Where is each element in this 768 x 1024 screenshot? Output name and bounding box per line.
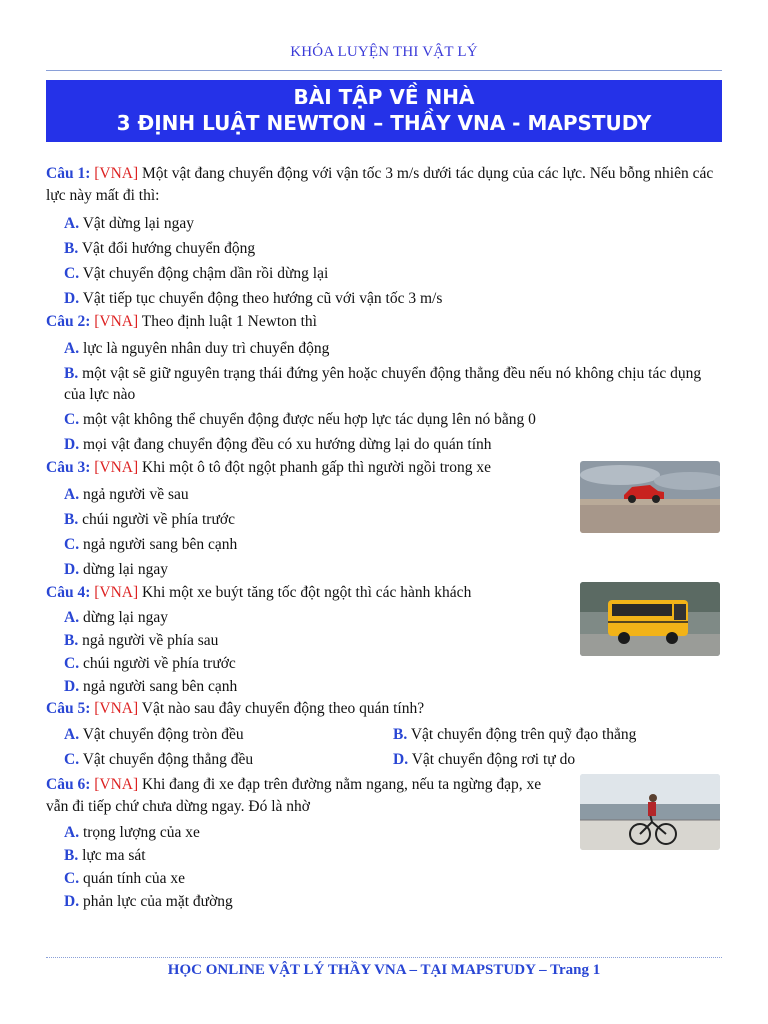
header-divider (46, 70, 722, 71)
option-b: B. ngả người về phía sau (64, 632, 219, 649)
footer-divider (46, 957, 722, 958)
question-text: Theo định luật 1 Newton thì (141, 313, 317, 330)
option-d: D. mọi vật đang chuyển động đều có xu hướng dừng lại do quán tính (64, 436, 492, 453)
option-b: B. một vật sẽ giữ nguyên trạng thái đứng yên hoặc chuyển động thẳng đều nếu nó không chịu tác dụng của lực nào (64, 365, 702, 403)
question-label: Câu 3: (46, 459, 91, 476)
option-d: D. phản lực của mặt đường (64, 893, 233, 910)
option-c: C. quán tính của xe (64, 870, 185, 887)
question-tag: [VNA] (94, 165, 139, 182)
option-a: A. Vật chuyển động tròn đều (64, 726, 244, 743)
option-a: A. lực là nguyên nhân duy trì chuyển động (64, 340, 330, 357)
question-tag: [VNA] (94, 459, 139, 476)
question-tag: [VNA] (94, 700, 139, 717)
option-a: A. Vật dừng lại ngay (64, 215, 194, 232)
option-c: C. một vật không thể chuyển động được nếu hợp lực tác dụng lên nó bằng 0 (64, 411, 536, 428)
question-stem (46, 163, 722, 207)
question-text: Một vật đang chuyển động với vận tốc 3 m/s dưới tác dụng của các lực. Nếu bỗng nhiên các lực này mất đi thì: (46, 165, 714, 204)
option-c: C. ngả người sang bên cạnh (64, 536, 238, 553)
question-4 (46, 582, 722, 698)
question-label: Câu 2: (46, 313, 91, 330)
question-stem (46, 311, 722, 333)
school-bus-photo (580, 582, 720, 656)
question-1 (46, 163, 722, 311)
option-d: D. ngả người sang bên cạnh (64, 678, 238, 695)
banner-title: BÀI TẬP VỀ NHÀ (293, 85, 475, 109)
question-tag: [VNA] (94, 776, 139, 793)
banner-subtitle: 3 ĐỊNH LUẬT NEWTON – THẦY VNA - MAPSTUDY (116, 111, 652, 135)
document-header: KHÓA LUYỆN THI VẬT LÝ (290, 44, 478, 60)
option-c: C. chúi người về phía trước (64, 655, 236, 672)
question-label: Câu 4: (46, 584, 91, 601)
question-2 (46, 311, 722, 457)
question-5 (46, 698, 722, 772)
question-label: Câu 5: (46, 700, 91, 717)
question-6 (46, 774, 722, 913)
option-a: A. trọng lượng của xe (64, 824, 200, 841)
question-label: Câu 6: (46, 776, 91, 793)
question-list (46, 163, 722, 913)
question-text: Khi một xe buýt tăng tốc đột ngột thì các hành khách (142, 584, 472, 601)
page-footer: HỌC ONLINE VẬT LÝ THẦY VNA – TẠI MAPSTUDY – Trang 1 (167, 962, 601, 978)
option-d: D. Vật tiếp tục chuyển động theo hướng cũ với vận tốc 3 m/s (64, 290, 443, 307)
question-3 (46, 457, 722, 582)
option-d: D. dừng lại ngay (64, 561, 168, 578)
question-text: Khi đang đi xe đạp trên đường nằm ngang, nếu ta ngừng đạp, xe vẫn đi tiếp chứ chưa dừng ngay. Đó là nhờ (46, 776, 542, 815)
red-car-photo (580, 461, 720, 533)
title-banner (46, 80, 722, 142)
cyclist-photo (580, 774, 720, 850)
question-tag: [VNA] (94, 584, 139, 601)
option-b: B. Vật đổi hướng chuyển động (64, 240, 256, 257)
question-stem (46, 698, 722, 720)
option-a: A. ngả người về sau (64, 486, 189, 503)
option-b: B. lực ma sát (64, 847, 146, 864)
question-label: Câu 1: (46, 165, 91, 182)
option-b: B. Vật chuyển động trên quỹ đạo thẳng (393, 726, 637, 743)
option-d: D. Vật chuyển động rơi tự do (393, 751, 576, 768)
question-tag: [VNA] (94, 313, 139, 330)
question-stem (46, 774, 566, 818)
question-text: Vật nào sau đây chuyển động theo quán tính? (141, 700, 425, 717)
option-c: C. Vật chuyển động thẳng đều (64, 751, 254, 768)
option-a: A. dừng lại ngay (64, 609, 168, 626)
question-text: Khi một ô tô đột ngột phanh gấp thì người ngồi trong xe (142, 459, 491, 476)
option-c: C. Vật chuyển động chậm dần rồi dừng lại (64, 265, 329, 282)
option-b: B. chúi người về phía trước (64, 511, 235, 528)
